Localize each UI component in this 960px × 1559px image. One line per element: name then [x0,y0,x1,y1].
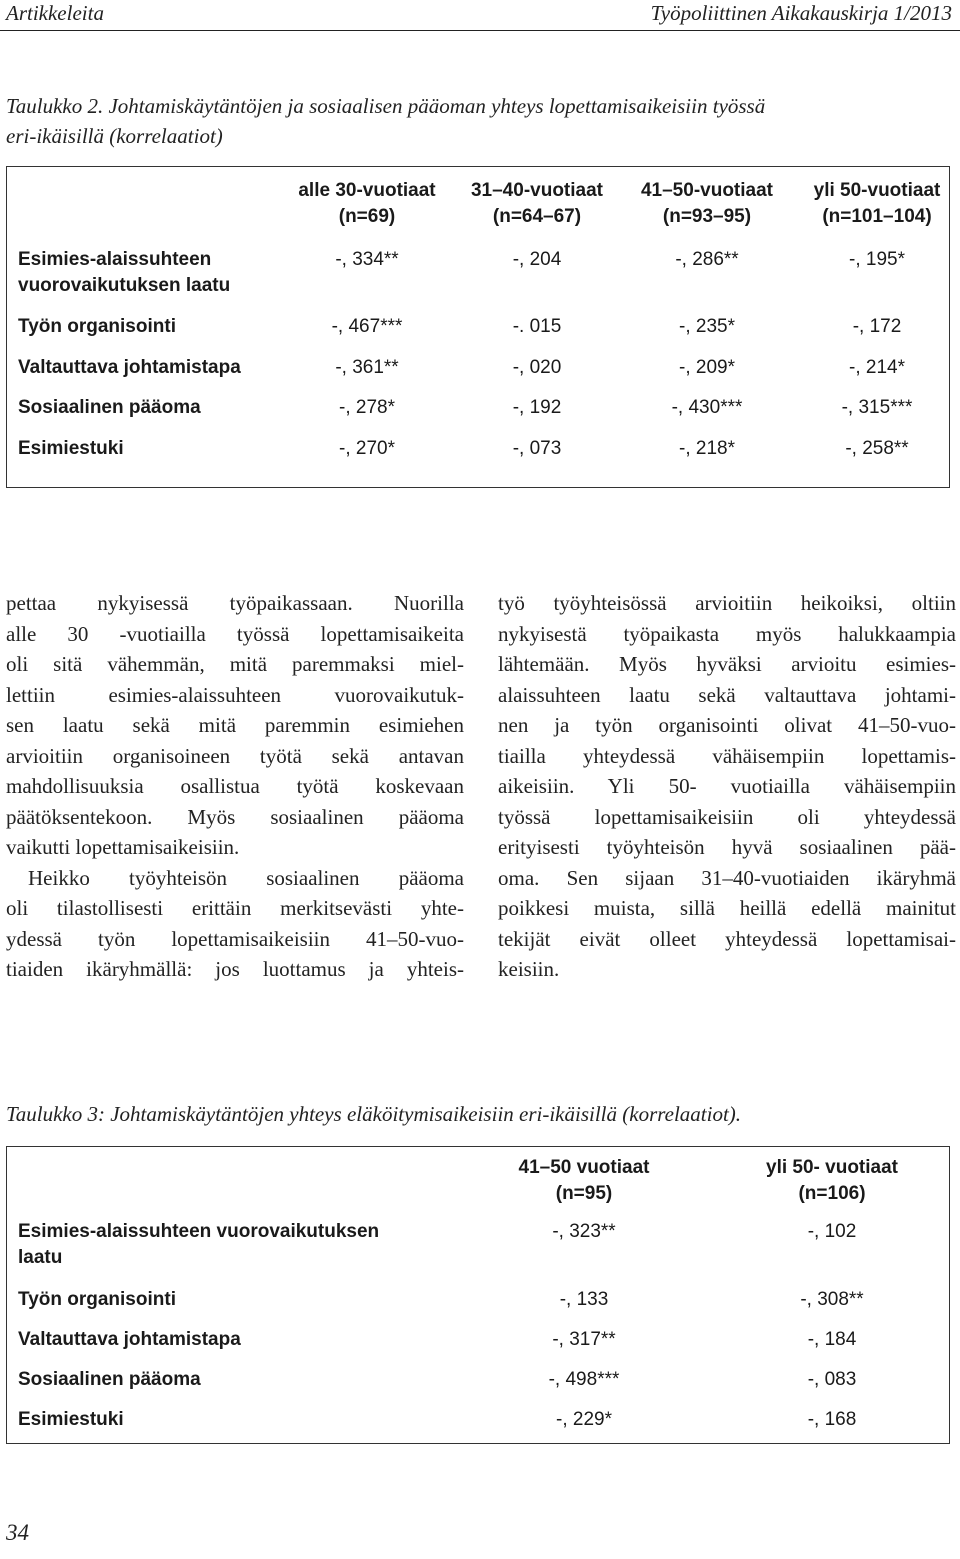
text-line: alle 30 -vuotiailla työssä lopettamisaikeita [6,621,464,646]
paragraph-continued [6,893,464,985]
table2-col-header: 31–40-vuotiaat (n=64–67) [470,180,603,227]
running-header-section: Artikkeleita [6,1,104,25]
table3 [6,1146,950,1444]
table2-cell: -, 430*** [671,397,743,418]
text-line: oli sitä vähemmän, mitä paremmaksi miel- [6,652,464,676]
table3-cell: -, 498*** [548,1369,620,1390]
table2-cell: -, 020 [512,357,562,378]
table2-cell: -, 073 [512,438,562,459]
table2-cell: -, 192 [512,397,562,418]
table3-cell: -, 168 [807,1409,857,1430]
table3-row-label: Esimies-alaissuhteen vuorovaikutuksen laatu [18,1221,380,1268]
table2-cell: -, 172 [852,316,902,337]
paragraph [498,588,956,985]
page-number: 34 [6,1520,29,1545]
table2-caption-line2: eri-ikäisillä (korrelaatiot) [6,124,223,148]
table2-caption-line1: Taulukko 2. Johtamiskäytäntöjen ja sosiaalisen pääoman yhteys lopettamisaikeisiin työssä [6,94,766,118]
table2-col-header: yli 50-vuotiaat (n=101–104) [813,180,941,227]
table2-cell: -, 270* [339,438,395,459]
table3-row-label: Sosiaalinen pääoma [18,1369,201,1390]
text-line: oli tilastollisesti erittäin merkitsevästi yhte- [6,896,464,920]
text-line: työ työyhteisössä arvioitiin heikoiksi, oltiin [498,591,956,615]
text-line: lettiin esimies-alaissuhteen vuorovaikutuk- [6,682,464,707]
body-column-right [498,588,956,985]
text-line: arvioitiin organisoineen työtä sekä antavan [6,743,464,768]
table2 [6,166,950,488]
table3-cell: -, 083 [807,1369,857,1390]
text-line: aikeisiin. Yli 50- vuotiailla vähäisempiin [498,774,956,798]
text-line: päätöksentekoon. Myös sosiaalinen pääoma [6,804,464,829]
running-header-journal: Työpoliittinen Aikakauskirja 1/2013 [650,1,952,25]
table3-cell: -, 184 [807,1329,857,1350]
table2-caption [6,91,956,151]
body-column-left [6,588,464,985]
table2-col-header: 41–50-vuotiaat (n=93–95) [640,180,773,227]
table3-cell: -, 323** [552,1221,616,1242]
text-line: sen laatu sekä mitä paremmin esimiehen [6,713,464,737]
paragraph [6,863,464,894]
table2-row-label: Valtauttava johtamistapa [18,357,241,378]
table3-cell: -, 102 [807,1221,857,1242]
table3-cell: -, 317** [552,1329,616,1350]
table3-row-label: Työn organisointi [18,1289,176,1310]
table2-cell: -, 209* [679,357,735,378]
table2-cell: -. 015 [512,316,562,337]
text-line: oma. Sen sijaan 31–40-vuotiaiden ikäryhmä [498,865,956,890]
text-line: ydessä työn lopettamisaikeisiin 41–50-vuo- [6,926,464,951]
table3-row-label: Valtauttava johtamistapa [18,1329,241,1350]
table3-col-header: yli 50- vuotiaat (n=106) [766,1157,898,1204]
text-line: vaikutti lopettamisaikeisiin. [6,835,240,859]
table2-cell: -, 258** [845,438,909,459]
text-line: tiaiden ikäryhmällä: jos luottamus ja yhteis- [6,957,464,981]
text-line: pettaa nykyisessä työpaikassaan. Nuorilla [6,591,464,615]
table2-cell: -, 286** [675,249,739,270]
table3-row-label: Esimiestuki [18,1409,124,1430]
table3-cell: -, 308** [800,1289,864,1310]
table3-caption: Taulukko 3: Johtamiskäytäntöjen yhteys eläköitymisaikeisiin eri-ikäisillä (korrelaatiot). [6,1102,742,1126]
text-line: alaissuhteen laatu sekä valtauttava johtami- [498,682,956,707]
table2-cell: -, 214* [849,357,905,378]
text-line: poikkesi muista, sillä heillä edellä mainitut [498,896,956,920]
text-line: tekijät eivät olleet yhteydessä lopettamisai- [498,926,956,951]
text-line: tiailla yhteydessä vähäisempiin lopettamis- [498,743,956,768]
table2-cell: -, 278* [339,397,395,418]
text-line: keisiin. [498,957,560,981]
table3-cell: -, 133 [559,1289,609,1310]
table3-cell: -, 229* [556,1409,612,1430]
text-line: nykyisestä työpaikasta myös halukkaampia [498,621,956,646]
header-divider [0,30,960,31]
table2-cell: -, 315*** [841,397,913,418]
table2-cell: -, 361** [335,357,399,378]
text-line: mahdollisuuksia osallistua työtä koskevaan [6,774,464,798]
table2-col-header: alle 30-vuotiaat (n=69) [298,180,436,227]
text-line: Heikko työyhteisön sosiaalinen pääoma [28,865,464,890]
table3-col-header: 41–50 vuotiaat (n=95) [518,1157,650,1204]
table2-row-label: Työn organisointi [18,316,176,337]
text-line: nen ja työn organisointi olivat 41–50-vuo- [498,713,956,737]
table2-cell: -, 467*** [331,316,403,337]
table2-cell: -, 195* [849,249,905,270]
table2-row-label: Sosiaalinen pääoma [18,397,201,418]
text-line: työssä lopettamisaikeisiin oli yhteydessä [498,804,956,829]
table2-row-label: Esimiestuki [18,438,124,459]
table2-cell: -, 235* [679,316,735,337]
table2-cell: -, 334** [335,249,399,270]
table2-cell: -, 204 [512,249,562,270]
table2-cell: -, 218* [679,438,735,459]
text-line: erityisesti työyhteisön hyvä sosiaalinen pää- [498,835,956,859]
table2-row-label: Esimies-alaissuhteen vuorovaikutuksen laatu [18,249,231,296]
text-line: lähtemään. Myös hyväksi arvioitu esimies- [498,652,956,676]
paragraph [6,588,464,863]
